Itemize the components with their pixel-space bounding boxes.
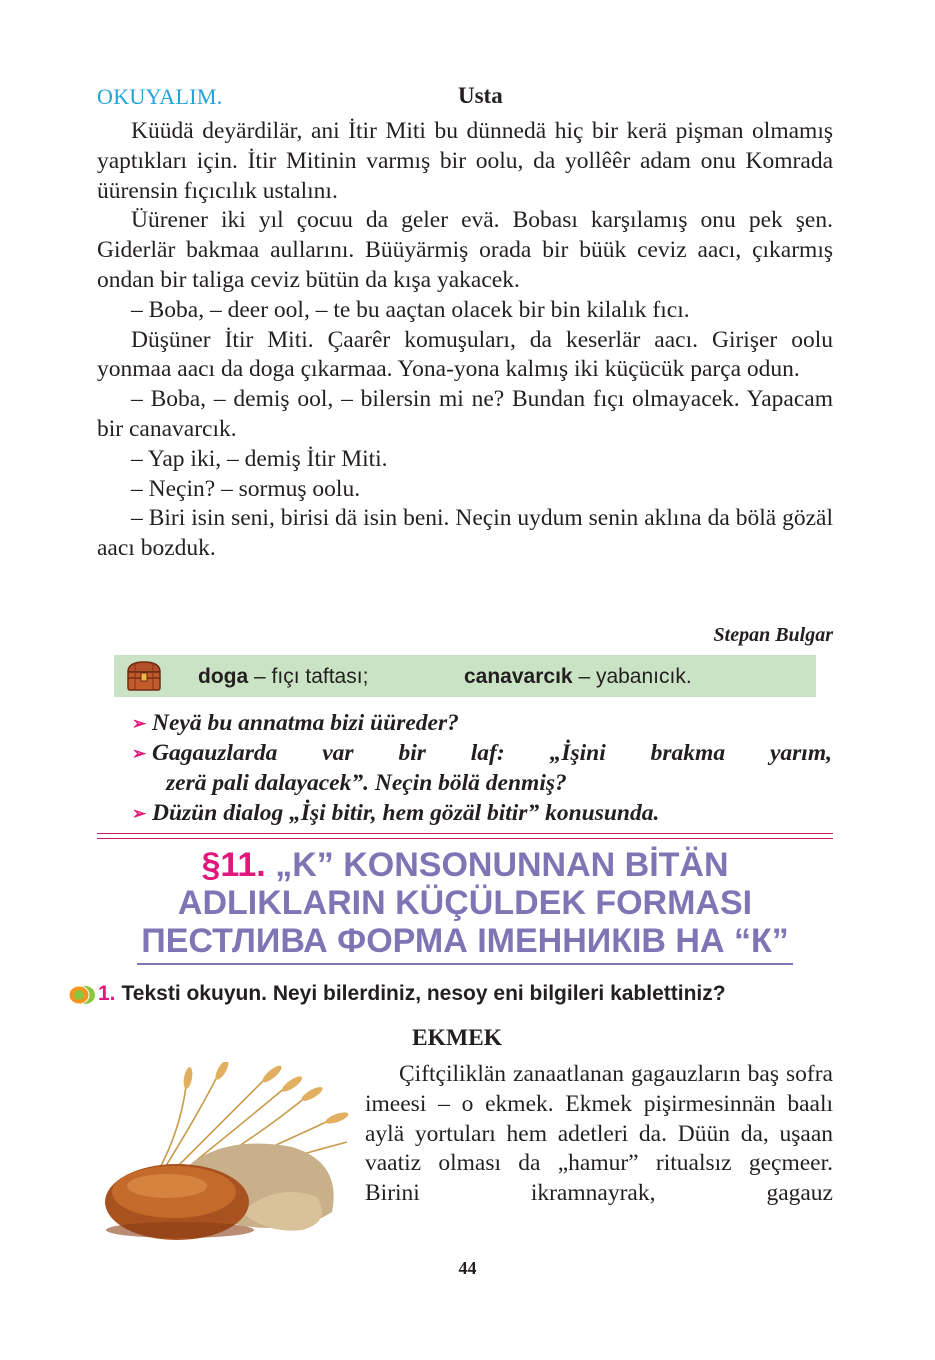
glossary-definition: – yabanıcık. [578, 665, 692, 688]
arrow-bullet-icon: ➢ [132, 714, 147, 733]
treasure-chest-icon [124, 659, 164, 693]
task-text: Teksti okuyun. Neyi bilerdiniz, nesoy eni bilgileri kablettiniz? [121, 982, 726, 1005]
heading-underline [137, 963, 793, 965]
page-number: 44 [458, 1258, 477, 1278]
glossary-box [114, 655, 816, 697]
question-text: Düzün dialog „İşi bitir, hem gözäl bitir” konusunda. [152, 800, 660, 826]
task-instruction [98, 982, 726, 1006]
divider [97, 838, 833, 839]
story-paragraph: – Boba, – deer ool, – te bu aaçtan olacek bir bin kilalık fıcı. [131, 296, 690, 323]
section-number: §11. [201, 846, 266, 884]
bread-and-wheat-illustration [102, 1062, 350, 1240]
story-title: Usta [458, 83, 503, 108]
section-heading-line-3: ПЕСТЛИВА ФОРМА ІМЕННИКІВ НА “К” [141, 922, 789, 960]
question-item [132, 738, 832, 768]
article-title: EKMEK [412, 1025, 503, 1051]
section-label: OKUYALIM. [97, 84, 223, 109]
section-heading-line-1 [97, 846, 833, 884]
story-paragraph: – Neçin? – sormuş oolu. [131, 475, 361, 502]
story-paragraph: Düşüner İtir Miti. Çaarêr komuşuları, da keserlär aacı. Girişer oolu yonmaa aacı da doga çıkarmaa. Yona-yona kalmış iki küçücük parça odun. [97, 326, 833, 383]
arrow-bullet-icon: ➢ [132, 804, 147, 823]
question-item [132, 798, 832, 828]
story-text [97, 117, 833, 564]
task-number: 1. [98, 982, 116, 1005]
question-text: Neyä bu annatma bizi üüreder? [152, 710, 459, 736]
question-item-continuation [132, 768, 832, 798]
reading-task-icon [68, 985, 96, 1005]
section-title: „K” KONSONUNNAN BİTÄN [275, 846, 729, 884]
glossary-term: doga [198, 665, 249, 688]
story-paragraph: – Biri isin seni, birisi dä isin beni. Neçin uydum senin aklına da bölä gözäl aacı bozduk. [97, 505, 833, 562]
glossary-entry-2 [464, 665, 692, 689]
story-author: Stepan Bulgar [713, 624, 833, 646]
question-text: zerä pali dalayacek”. Neçin bölä denmiş? [166, 770, 567, 796]
glossary-entry-1 [198, 665, 368, 689]
article-paragraph: Çiftçiliklän zanaatlanan gagauzların baş sofra imeesi – o ekmek. Ekmek pişirmesinnän baalı aylä yortuları hem adetleri da. Düün da, uşaan vaatiz olması da „hamur” ritualsız geçmeer. Birini ikramnayrak, gagauz [365, 1061, 833, 1207]
question-text: Gagauzlarda var bir laf: „İşini brakma yarım, [152, 740, 832, 766]
glossary-term: canavarcık [464, 665, 573, 688]
story-paragraph: Üürener iki yıl çocuu da geler evä. Bobası karşılamış onu pek şen. Giderlär bakmaa aullarını. Büüyärmiş orada bir büük ceviz aacı, çıkarmış ondan bir taliga ceviz bütün da kışa yakacek. [97, 207, 833, 293]
section-heading-line-2: ADLIKLARIN KÜÇÜLDEK FORMASI [177, 884, 753, 922]
divider [97, 833, 833, 834]
question-item [132, 708, 832, 738]
story-paragraph: – Boba, – demiş ool, – bilersin mi ne? Bundan fıçı olmayacek. Yapacam bir canavarcık. [97, 386, 833, 442]
glossary-definition: – fıçı taftası; [254, 665, 369, 688]
story-paragraph: Küüdä deyärdilär, ani İtir Miti bu dünnedä hiç bir kerä pişman olmamış yaptıkları için. İtir Mitinin varmış bir oolu, da yollêêr adam onu Komrada üürensin fıçıcılık ustalını. [97, 118, 833, 204]
arrow-bullet-icon: ➢ [132, 744, 147, 763]
questions-list [132, 708, 832, 828]
article-text [365, 1060, 833, 1209]
story-paragraph: – Yap iki, – demiş İtir Miti. [131, 445, 388, 472]
